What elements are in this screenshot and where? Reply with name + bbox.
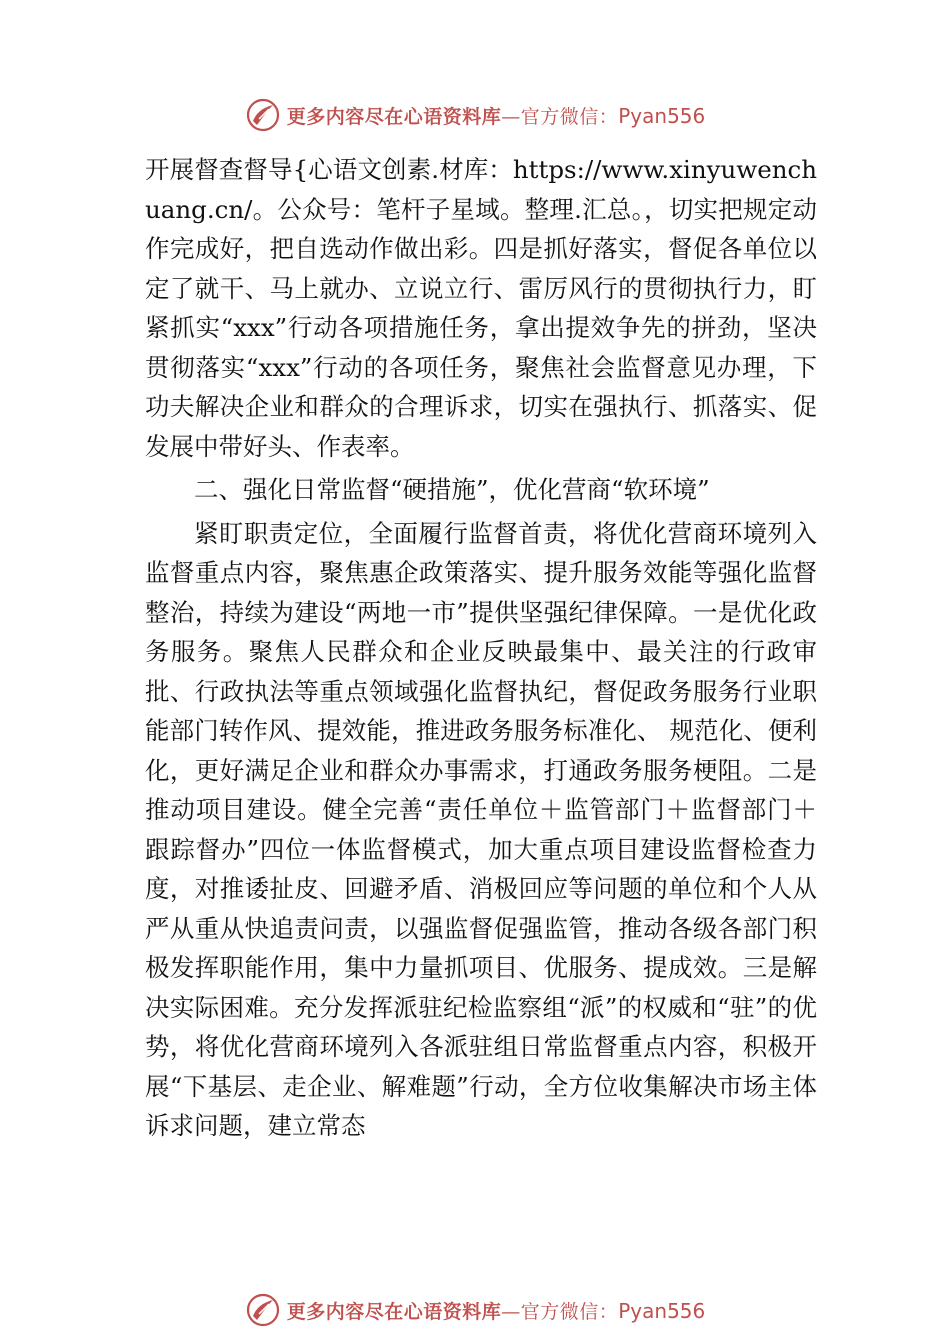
paragraph-2: 紧盯职责定位，全面履行监督首责，将优化营商环境列入监督重点内容，聚焦惠企政策落实、提升服务效能等强化监督整治，持续为建设“两地一市”提供坚强纪律保障。一是优化政务服务。聚焦人民群众和企业反映最集中、最关注的行政审批、行政执法等重点领域强化监督执纪，督促政务服务行业职能部门转作风、提效能，推进政务服务标准化、 规范化、便利化，更好满足企业和群众办事需求，打通政务服务梗阻。二是推动项目建设。健全完善“责任单位＋监管部门＋监督部门＋跟踪督办”四位一体监督模式，加大重点项目建设监督检查力度，对推诿扯皮、回避矛盾、消极回应等问题的单位和个人从严从重从快追责问责，以强监督促强监管，推动各级各部门积极发挥职能作用，集中力量抓项目、优服务、提成效。三是解决实际困难。充分发挥派驻纪检监察组“派”的权威和“驻”的优势，将优化营商环境列入各派驻组日常监督重点内容，积极开展“下基层、走企业、解难题”行动，全方位收集解决市场主体诉求问题，建立常态 [145,518,817,1140]
footer-banner [0,1290,950,1330]
header-banner [0,95,950,135]
header-wechat-id: Pyan556 [618,103,706,128]
brand-logo-icon [245,1292,281,1328]
footer-wechat-label: 官方微信： [520,1300,619,1323]
paragraph-1: 开展督查督导{心语文创素.材库：https://www.xinyuwenchuang.cn/。公众号：笔杆子星域。整理.汇总。，切实把规定动作完成好，把自选动作做出彩。四是抓好落实，督促各单位以定了就干、马上就办、立说立行、雷厉风行的贯彻执行力，盯紧抓实“xxx”行动各项措施任务，拿出提效争先的拼劲，坚决贯彻落实“xxx”行动的各项任务，聚焦社会监督意见办理，下功夫解决企业和群众的合理诉求，切实在强执行、抓落实、促发展中带好头、作表率。 [145,155,817,461]
footer-dash: — [501,1300,521,1323]
footer-wechat-id: Pyan556 [618,1298,706,1323]
section-heading-2: 二、强化日常监督“硬措施”，优化营商“软环境” [194,475,710,504]
header-brand: 更多内容尽在心语资料库 [286,105,502,128]
brand-logo-icon [245,97,281,133]
header-dash: — [501,105,521,128]
footer-text [287,1297,706,1324]
document-body [145,150,817,1146]
header-wechat-label: 官方微信： [520,105,619,128]
header-text [287,102,706,129]
footer-brand: 更多内容尽在心语资料库 [286,1300,502,1323]
